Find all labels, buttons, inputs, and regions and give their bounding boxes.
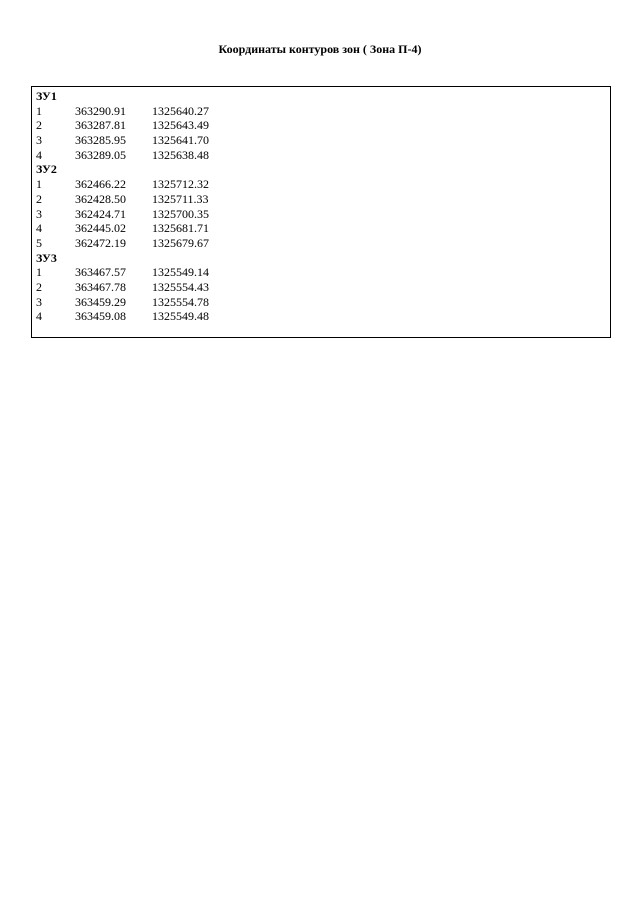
point-x: 362424.71 xyxy=(75,206,126,221)
point-number: 2 xyxy=(36,118,42,133)
point-x: 363467.78 xyxy=(75,279,126,294)
point-number: 5 xyxy=(36,235,42,250)
point-number: 1 xyxy=(36,265,42,280)
point-row xyxy=(36,133,232,148)
point-y: 1325700.35 xyxy=(152,206,209,221)
point-number: 3 xyxy=(36,133,42,148)
zone-header: ЗУ1 xyxy=(36,89,57,103)
point-y: 1325549.48 xyxy=(152,309,209,324)
point-x: 362428.50 xyxy=(75,191,126,206)
coordinates-table xyxy=(31,86,611,338)
point-row xyxy=(36,221,232,236)
point-number: 3 xyxy=(36,206,42,221)
point-number: 4 xyxy=(36,221,42,236)
point-x: 363285.95 xyxy=(75,133,126,148)
point-x: 363467.57 xyxy=(75,265,126,280)
point-row xyxy=(36,309,232,324)
point-y: 1325711.33 xyxy=(152,191,209,206)
point-y: 1325640.27 xyxy=(152,103,209,118)
point-number: 4 xyxy=(36,309,42,324)
point-row xyxy=(36,104,232,119)
point-y: 1325641.70 xyxy=(152,133,209,148)
point-row xyxy=(36,280,232,295)
point-y: 1325638.48 xyxy=(152,147,209,162)
zone-header: ЗУ3 xyxy=(36,250,57,265)
point-x: 363290.91 xyxy=(75,103,126,118)
point-number: 1 xyxy=(36,177,42,192)
point-x: 363289.05 xyxy=(75,147,126,162)
page-title: Координаты контуров зон ( Зона П-4) xyxy=(218,42,422,56)
point-number: 1 xyxy=(36,103,42,118)
point-x: 362445.02 xyxy=(75,221,126,236)
zone-block xyxy=(36,89,232,162)
point-row xyxy=(36,177,232,192)
zone-block xyxy=(36,251,232,324)
point-row xyxy=(36,236,232,251)
point-row xyxy=(36,295,232,310)
point-y: 1325549.14 xyxy=(152,265,209,280)
point-x: 363459.29 xyxy=(75,294,126,309)
point-row xyxy=(36,265,232,280)
point-y: 1325712.32 xyxy=(152,177,209,192)
point-x: 363459.08 xyxy=(75,309,126,324)
point-x: 362472.19 xyxy=(75,235,126,250)
point-y: 1325643.49 xyxy=(152,118,209,133)
point-row xyxy=(36,118,232,133)
point-y: 1325554.43 xyxy=(152,279,209,294)
point-row xyxy=(36,148,232,163)
zone-block xyxy=(36,162,232,250)
point-number: 2 xyxy=(36,191,42,206)
point-x: 363287.81 xyxy=(75,118,126,133)
zones-list xyxy=(36,89,232,324)
point-y: 1325681.71 xyxy=(152,221,209,236)
point-y: 1325554.78 xyxy=(152,294,209,309)
point-row xyxy=(36,192,232,207)
point-row xyxy=(36,207,232,222)
point-number: 4 xyxy=(36,147,42,162)
point-x: 362466.22 xyxy=(75,177,126,192)
point-number: 3 xyxy=(36,294,42,309)
point-y: 1325679.67 xyxy=(152,235,209,250)
point-number: 2 xyxy=(36,279,42,294)
zone-header: ЗУ2 xyxy=(36,162,57,177)
